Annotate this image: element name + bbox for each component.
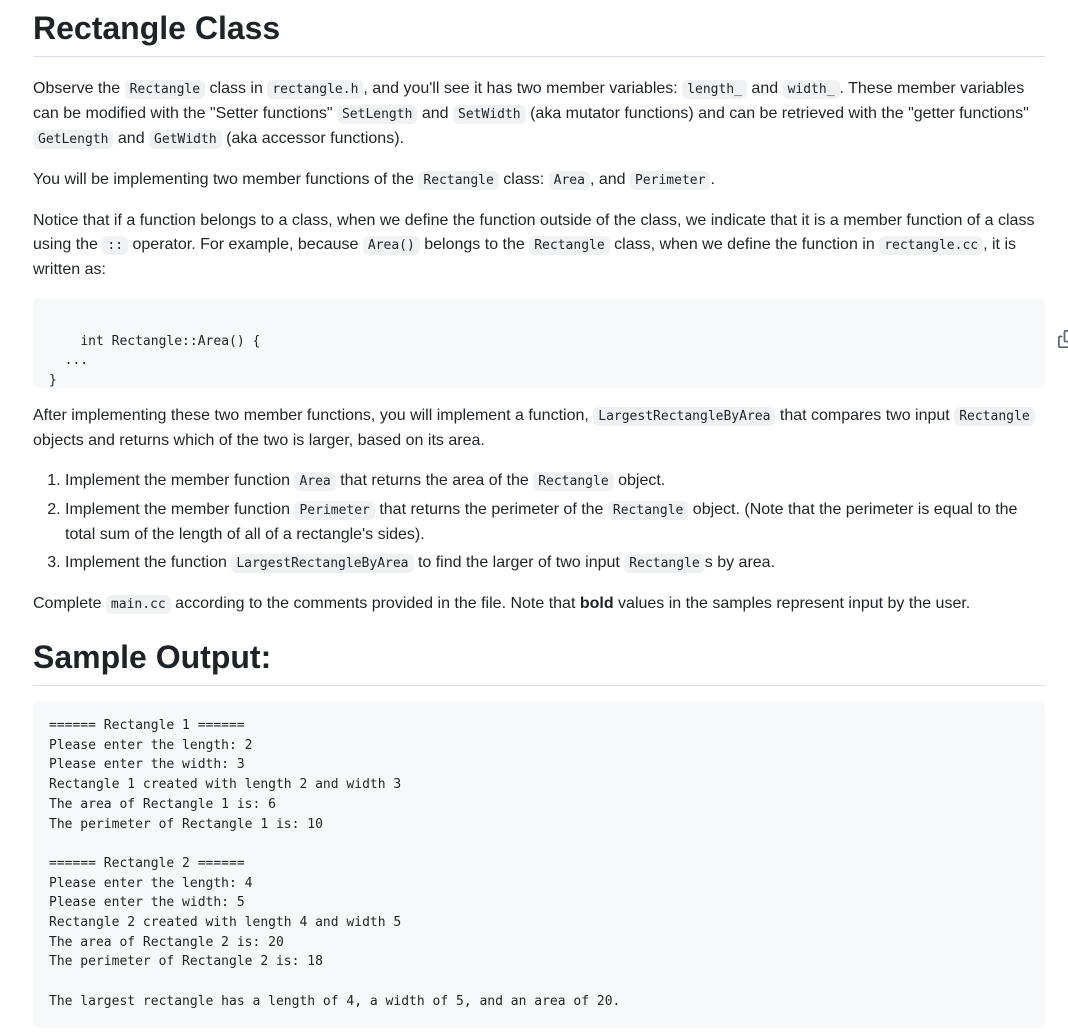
text: . These member variables can be modified with the "Setter functions" — [33, 80, 1025, 122]
inline-code: Rectangle — [529, 236, 609, 255]
inline-code: SetWidth — [453, 105, 526, 124]
inline-code: Rectangle — [125, 80, 205, 99]
inline-code: Rectangle — [533, 472, 613, 491]
inline-code: Perimeter — [294, 501, 374, 520]
inline-code: rectangle.h — [267, 80, 363, 99]
text: Complete — [33, 595, 106, 612]
text: according to the comments provided in the file. Note that — [170, 595, 580, 612]
text: Implement the function — [65, 554, 232, 571]
text: class, when we define the function in — [609, 236, 880, 253]
text: Observe the — [33, 80, 125, 97]
sample-output-heading: Sample Output: — [33, 637, 1045, 686]
text: , and you'll see it has two member variables: — [363, 80, 683, 97]
inline-code: GetLength — [33, 130, 113, 149]
inline-code: rectangle.cc — [879, 236, 983, 255]
inline-code: Area — [294, 472, 335, 491]
text: object. — [613, 472, 666, 489]
text: class in — [205, 80, 268, 97]
text: to find the larger of two input — [413, 554, 625, 571]
inline-code: main.cc — [106, 595, 171, 614]
text: operator. For example, because — [128, 236, 363, 253]
list-item — [65, 551, 1045, 576]
notice-paragraph — [33, 209, 1045, 282]
text: You will be implementing two member functions of the — [33, 171, 419, 188]
inline-code: width_ — [783, 80, 840, 99]
text: and — [417, 105, 454, 122]
text: . — [710, 171, 715, 188]
inline-code: LargestRectangleByArea — [231, 554, 413, 573]
text: Implement the member function — [65, 501, 295, 518]
list-item — [65, 498, 1045, 547]
text: Implement the member function — [65, 472, 295, 489]
sample-output-block — [33, 702, 1045, 1028]
inline-code: Rectangle — [624, 554, 704, 573]
text: and — [113, 130, 150, 147]
task-list — [33, 469, 1045, 576]
code-block — [33, 298, 1045, 388]
inline-code: length_ — [682, 80, 747, 99]
text: (aka mutator functions) and can be retrieved with the "getter functions" — [525, 105, 1029, 122]
text: Notice that if a function belongs to a class, when we define the function outside of the class, we indicate that it is a member function of a class using the — [33, 212, 1035, 253]
inline-code: Rectangle — [954, 407, 1034, 426]
inline-code: Perimeter — [630, 171, 710, 190]
inline-code: GetWidth — [149, 130, 222, 149]
inline-code: Area — [549, 171, 590, 190]
copy-icon[interactable] — [1011, 310, 1029, 328]
text: that compares two input — [775, 407, 955, 424]
implement-paragraph — [33, 168, 1045, 193]
text: objects and returns which of the two is larger, based on its area. — [33, 432, 485, 449]
readme-content — [33, 0, 1045, 1028]
text: s by area. — [704, 554, 776, 571]
text: object. (Note that the perimeter is equal to the total sum of the length of all of a rectangle's sides). — [65, 501, 1018, 543]
text: After implementing these two member functions, you will implement a function, — [33, 407, 594, 424]
code-text: int Rectangle::Area() { ... } — [49, 333, 261, 389]
complete-paragraph — [33, 592, 1045, 617]
text: values in the samples represent input by the user. — [613, 595, 971, 612]
text: and — [746, 80, 783, 97]
text: class: — [498, 171, 549, 188]
inline-code: LargestRectangleByArea — [593, 407, 775, 426]
intro-paragraph — [33, 77, 1045, 152]
inline-code: :: — [102, 236, 128, 255]
text: that returns the area of the — [335, 472, 534, 489]
after-paragraph — [33, 404, 1045, 453]
inline-code: Area() — [363, 236, 420, 255]
text: belongs to the — [419, 236, 530, 253]
text: , it is written as: — [33, 236, 1016, 278]
inline-code: Rectangle — [418, 171, 498, 190]
text: (aka accessor functions). — [221, 130, 404, 147]
text: , and — [589, 171, 630, 188]
inline-code: SetLength — [337, 105, 417, 124]
list-item — [65, 469, 1045, 494]
sample-output-text: ====== Rectangle 1 ====== Please enter the length: 2 Please enter the width: 3 Rectangle 1 created with length 2 and width 3 The area of Rectangle 1 is: 6 The perimeter of Rectangle 1 is: 10 ====== Rectangle 2 ====== Please enter the length: 4 Please enter the width: 5 Rectangle 2 created with length 4 and width 5 The area of Rectangle 2 is: 20 The perimeter of Rectangle 2 is: 18 The largest rectangle has a length of 4, a width of 5, and an area of 20. — [49, 718, 621, 1009]
inline-code: Rectangle — [608, 501, 688, 520]
text: that returns the perimeter of the — [374, 501, 608, 518]
bold-text: bold — [579, 595, 614, 612]
page-title: Rectangle Class — [33, 8, 1045, 57]
